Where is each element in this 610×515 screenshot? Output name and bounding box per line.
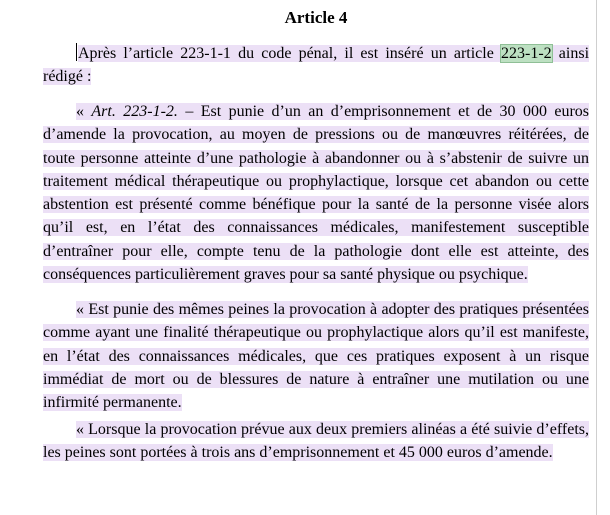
article-paragraph-1[interactable] bbox=[43, 100, 589, 286]
article-body-text: – Est punie d’un an d’emprisonnement et de 30 000 euros d’amende la provocation, au moyen de pressions ou de manœuvres réitérées, de toute personne atteinte d’une pathologie à abandonner ou à s’abstenir de suivre un traitement médical thérapeutique ou prophylactique, lorsque cet abandon ou cette abstention est présenté comme bénéfique pour la santé de la personne visée alors qu’il est, en l’état des connaissances médicales, manifestement susceptible d’entraîner pour elle, compte tenu de la pathologie dont elle est atteinte, des conséquences particulièrement graves pour sa santé physique ou psychique. bbox=[43, 103, 590, 284]
article-number: Art. 223-1-2. bbox=[91, 103, 178, 120]
article-paragraph-2[interactable] bbox=[43, 298, 589, 414]
intro-text-end: ainsi rédigé : bbox=[43, 45, 590, 86]
text-cursor bbox=[76, 43, 77, 61]
article-heading: Article 4 bbox=[284, 8, 348, 27]
article-paragraph-3[interactable] bbox=[43, 418, 589, 465]
paragraph-3-text: « Lorsque la provocation prévue aux deux premiers alinéas a été suivie d’effets, les peines sont portées à trois ans d’emprisonnement et 45 000 euros d’amende. bbox=[43, 421, 589, 462]
page-right-border bbox=[596, 0, 597, 515]
opening-quote: « bbox=[76, 103, 92, 120]
article-reference-highlight[interactable]: 223-1-2 bbox=[500, 45, 552, 62]
paragraph-2-text: « Est punie des mêmes peines la provocation à adopter des pratiques présentées comme ayant une finalité thérapeutique ou prophylactique alors qu’il est manifeste, en l’état des connaissances médicales, que ces pratiques exposent à un risque immédiat de mort ou de blessures de nature à entraîner une mutilation ou une infirmité permanente. bbox=[43, 301, 589, 412]
intro-text: Après l’article 223-1-1 du code pénal, il est inséré un article bbox=[78, 45, 501, 62]
intro-paragraph[interactable] bbox=[43, 42, 589, 89]
